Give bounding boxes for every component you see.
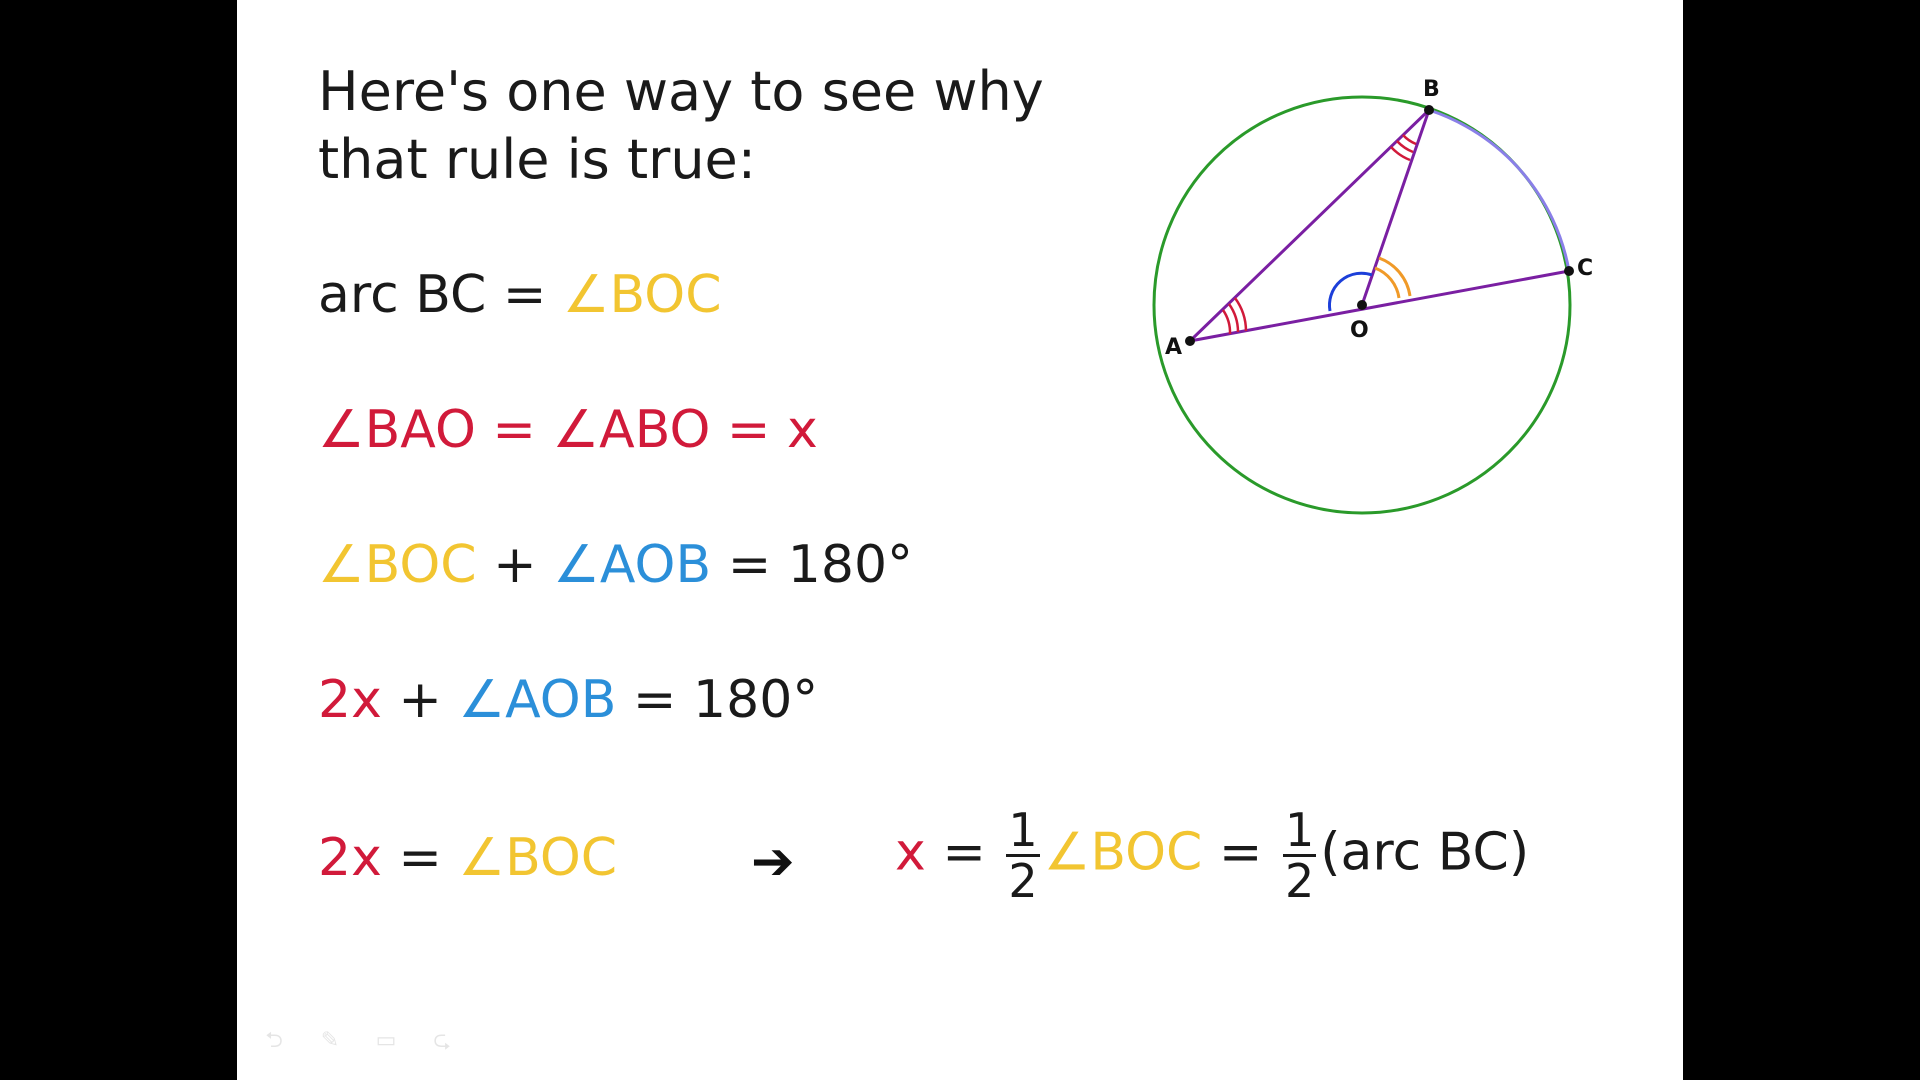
eq5-x: x — [895, 822, 926, 883]
forward-arrow-icon[interactable]: ⮎ — [433, 1028, 451, 1053]
equation-x-half-arc — [895, 803, 1530, 908]
eq3-boc: ∠BOC — [318, 535, 477, 595]
eq4-2x: 2x — [318, 670, 382, 730]
slide-toolbar — [257, 1030, 459, 1052]
eq1-rhs: ∠BOC — [562, 265, 722, 325]
fraction-2-numerator: 1 — [1284, 803, 1315, 857]
eq5-tail: (arc BC) — [1320, 822, 1530, 883]
label-a: A — [1165, 335, 1183, 360]
menu-icon[interactable]: ▭ — [375, 1028, 397, 1053]
point-o — [1357, 300, 1367, 310]
eq5-equals: = — [398, 828, 442, 888]
eq5-2x: 2x — [318, 828, 382, 888]
back-arrow-icon[interactable]: ⮌ — [265, 1028, 283, 1053]
segment-ob — [1362, 110, 1429, 305]
eq4-rest: = 180° — [632, 670, 819, 730]
eq5-equals-3: = — [1218, 822, 1263, 883]
eq1-lhs: arc BC = — [318, 265, 547, 325]
eq3-plus: + — [493, 535, 537, 595]
circle-diagram — [1127, 60, 1667, 540]
angle-mark-b-1 — [1403, 135, 1416, 144]
angle-mark-a-1 — [1223, 310, 1230, 334]
fraction-half-1 — [1006, 803, 1039, 908]
label-b: B — [1423, 77, 1440, 102]
point-b — [1424, 105, 1434, 115]
angle-mark-boc-2 — [1379, 258, 1410, 296]
equation-arc-bc — [318, 265, 722, 325]
eq5-boc-2: ∠BOC — [1043, 822, 1203, 883]
equation-2x-boc — [318, 828, 617, 888]
implies-arrow-icon: ➔ — [751, 832, 795, 892]
eq4-aob: ∠AOB — [458, 670, 617, 730]
point-c — [1564, 266, 1574, 276]
eq4-plus: + — [398, 670, 442, 730]
eq5-boc: ∠BOC — [458, 828, 618, 888]
segment-ab — [1190, 110, 1429, 341]
eq5-equals-2: = — [942, 822, 986, 883]
equation-base-angles: ∠BAO = ∠ABO = x — [318, 400, 818, 460]
label-o: O — [1350, 318, 1369, 343]
eq3-aob: ∠AOB — [553, 535, 712, 595]
angle-mark-boc-1 — [1375, 268, 1399, 298]
pen-icon[interactable]: ✎ — [320, 1028, 340, 1053]
equation-straight-angle — [318, 535, 913, 595]
fraction-1-numerator: 1 — [1008, 803, 1038, 857]
eq3-rest: = 180° — [727, 535, 914, 595]
label-c: C — [1577, 256, 1594, 281]
slide-title: Here's one way to see why that rule is true: — [318, 60, 1044, 191]
fraction-1-denominator: 2 — [1008, 854, 1038, 908]
point-a — [1185, 336, 1195, 346]
slide — [237, 0, 1683, 1080]
equation-triangle-sum — [318, 670, 818, 730]
arc-bc — [1429, 110, 1569, 271]
fraction-half-2 — [1283, 803, 1316, 908]
fraction-2-denominator: 2 — [1284, 854, 1315, 908]
